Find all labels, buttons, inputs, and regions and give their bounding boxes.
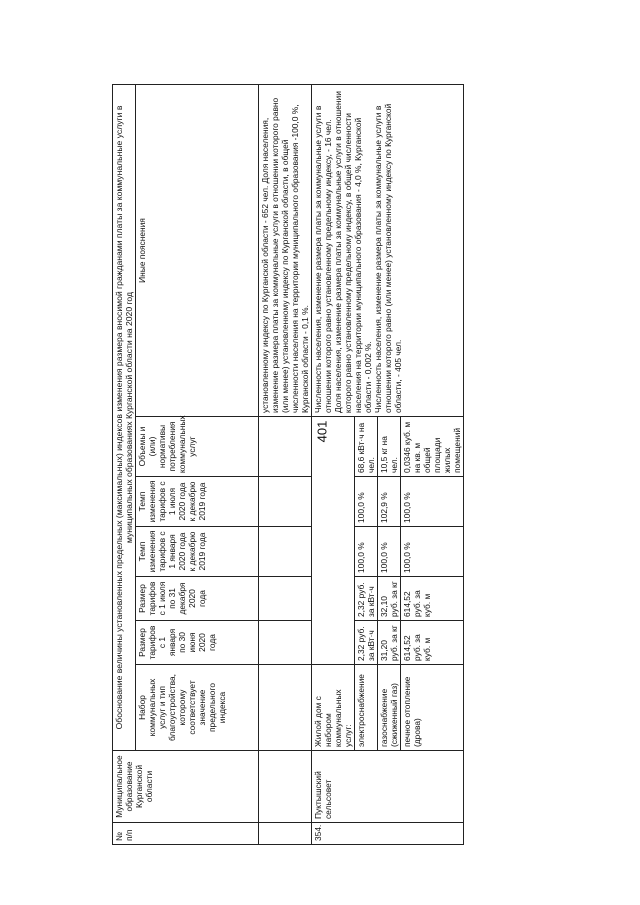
page-number: 401 [314, 420, 330, 443]
service-rate-jan: 100,0 % [401, 527, 464, 577]
row-number: 354. [312, 823, 464, 845]
service-tariff-jul: 32,10 руб. за кг [378, 577, 401, 621]
table-row [259, 85, 312, 845]
header-tariff-jul: Размер тарифов с 1 июля по 31 декабря 2020 года [136, 577, 259, 621]
service-name: электроснабжение [355, 665, 378, 751]
service-rate-jul: 100,0 % [355, 477, 378, 527]
rotated-table-container [112, 85, 607, 845]
service-rate-jan: 100,0 % [355, 527, 378, 577]
service-tariff-jan: 31,20 руб. за кг [378, 621, 401, 665]
header-row [136, 85, 259, 845]
row-municipality: Пуктышский сельсовет [312, 751, 464, 823]
service-tariff-jan: 614,52 руб. за куб. м [401, 621, 464, 665]
service-name: печное отопление (дрова) [401, 665, 464, 751]
index-justification-table [112, 84, 464, 845]
service-volume: 10,5 кг на чел. [378, 417, 401, 477]
header-main-title: Обоснование величины установленных предельных (максимальных) индексов изменения размера вносимой гражданами платы за коммунальные услуги в муниципальных образованиях Курганской области на 2020 год [113, 85, 136, 751]
title-row [113, 85, 136, 845]
service-tariff-jan: 2,32 руб. за кВт·ч [355, 621, 378, 665]
service-rate-jul: 100,0 % [401, 477, 464, 527]
service-rate-jan: 100,0 % [378, 527, 401, 577]
header-volumes: Объемы и (или) нормативы потребления коммунальных услуг [136, 417, 259, 477]
service-volume: 0,0346 куб. м на кв. м общей площади жилых помещений [401, 417, 464, 477]
service-name: газоснабжение (сжиженный газ) [378, 665, 401, 751]
header-rate-jul: Темп изменения тарифов с 1 июля 2020 года к декабрю 2019 года [136, 477, 259, 527]
notes-paragraph: Доля населения, изменение размера платы за коммунальные услуги в отношении которого равно установленному предельному индексу, в общей численности населения на территории муниципального образования - 4,0 %, Курганской области - 0,002 %. [333, 91, 373, 413]
service-volume: 68,6 кВт·ч на чел. [355, 417, 378, 477]
header-set: Набор коммунальных услуг и тип благоустройства, которому соответствует значение предельного индекса [136, 665, 259, 751]
row-set-title: Жилой дом с набором коммунальных услуг: [312, 665, 355, 751]
row-notes [312, 85, 464, 417]
header-notes: Иные пояснения [136, 85, 259, 417]
table-row [312, 85, 355, 845]
service-rate-jul: 102,9 % [378, 477, 401, 527]
header-rate-jan: Темп изменения тарифов с 1 января 2020 года к декабрю 2019 года [136, 527, 259, 577]
prev-notes: установленному индексу по Курганской области - 652 чел. Доля населения, изменение размера платы за коммунальные услуги в отношении которого равно (или менее) установленному индексу по Курганской области, в общей численности населения на территории муниципального образования -100,0 %, Курганской области - 0,1 %. [259, 85, 312, 417]
notes-paragraph: Численность населения, изменение размера платы за коммунальные услуги в отношении которого равно (или менее) установленному индексу по Курганской области, - 405 чел. [373, 103, 403, 413]
header-tariff-jan: Размер тарифов с 1 января по 30 июня 2020 года [136, 621, 259, 665]
service-tariff-jul: 2,32 руб. за кВт·ч [355, 577, 378, 621]
notes-paragraph: Численность населения, изменение размера платы за коммунальные услуги в отношении которого равно установленному предельному индексу, - 16 чел. [313, 105, 333, 413]
header-municipality: Муниципальное образование Курганской области [113, 751, 259, 823]
header-num: № п/п [113, 823, 259, 845]
service-tariff-jul: 614,52 руб. за куб. м [401, 577, 464, 621]
